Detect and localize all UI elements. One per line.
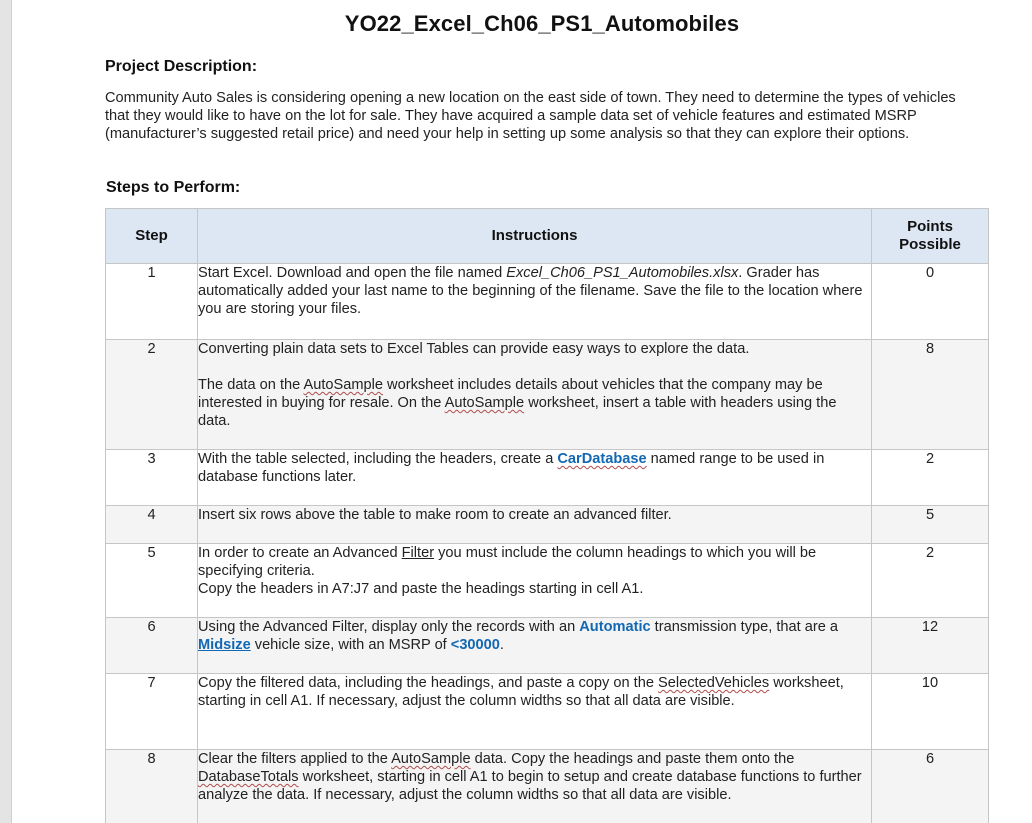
instruction-text-part: worksheet, starting in cell A1. If necessary, adjust the column widths so that all data are visible. bbox=[198, 675, 844, 709]
instruction-text-part: vehicle size, with an MSRP of bbox=[250, 637, 451, 653]
instruction-text-part: data. Copy the headings and paste them onto the bbox=[470, 751, 795, 767]
table-row bbox=[106, 674, 989, 750]
page-margin-bar bbox=[0, 0, 12, 823]
steps-heading: Steps to Perform: bbox=[106, 179, 241, 196]
criteria-value: <30000 bbox=[450, 637, 500, 653]
instruction-text bbox=[198, 450, 872, 506]
table-row bbox=[106, 264, 989, 340]
table-row bbox=[106, 506, 989, 544]
instruction-text-part: . Grader has automatically added your last name to the beginning of the filename. Save the file to the location where you are storing your files. bbox=[198, 265, 863, 317]
table-row bbox=[106, 340, 989, 450]
instruction-text: Insert six rows above the table to make room to create an advanced filter. bbox=[198, 506, 872, 544]
steps-table bbox=[105, 208, 989, 823]
step-number: 1 bbox=[106, 264, 198, 340]
instruction-text bbox=[198, 618, 872, 674]
step-number: 7 bbox=[106, 674, 198, 750]
worksheet-name: AutoSample bbox=[303, 377, 383, 393]
project-description-text: Community Auto Sales is considering opening a new location on the east side of town. They need to determine the types of vehicles that they would like to have on the lot for sale. They have acquired a sample data set of vehicle features and estimated MSRP (manufacturer’s suggested retail price) and need your help in setting up some analysis so that they can explore their options. bbox=[105, 90, 956, 142]
worksheet-name: SelectedVehicles bbox=[658, 675, 770, 691]
table-row bbox=[106, 450, 989, 506]
table-header-row bbox=[106, 209, 989, 264]
instruction-text bbox=[198, 340, 872, 450]
points-value: 2 bbox=[872, 450, 989, 506]
instruction-text bbox=[198, 544, 872, 618]
table-row bbox=[106, 544, 989, 618]
table-row bbox=[106, 750, 989, 823]
filter-term: Filter bbox=[401, 545, 435, 561]
instruction-text-part: Copy the filtered data, including the headings, and paste a copy on the bbox=[198, 675, 659, 691]
instruction-text-part: . bbox=[499, 637, 504, 653]
points-value: 10 bbox=[872, 674, 989, 750]
instruction-text-part: transmission type, that are a bbox=[650, 619, 838, 635]
points-header-label: Points Possible bbox=[899, 218, 961, 253]
points-value: 0 bbox=[872, 264, 989, 340]
points-column-header bbox=[872, 209, 989, 264]
instruction-text-part: With the table selected, including the headers, create a bbox=[198, 451, 558, 467]
instruction-text-part: named range to be used in database functions later. bbox=[198, 451, 825, 485]
instruction-text bbox=[198, 264, 872, 340]
step-number: 6 bbox=[106, 618, 198, 674]
step-number: 4 bbox=[106, 506, 198, 544]
step-number: 8 bbox=[106, 750, 198, 823]
instruction-text-part: worksheet, insert a table with headers using the data. bbox=[198, 395, 837, 429]
step-column-header: Step bbox=[106, 209, 198, 264]
points-value: 6 bbox=[872, 750, 989, 823]
instruction-text bbox=[198, 674, 872, 750]
table-row bbox=[106, 618, 989, 674]
points-value: 12 bbox=[872, 618, 989, 674]
instruction-paragraph: Converting plain data sets to Excel Tables can provide easy ways to explore the data. bbox=[198, 341, 750, 357]
instruction-paragraph: Copy the headers in A7:J7 and paste the headings starting in cell A1. bbox=[198, 581, 644, 597]
file-name: Excel_Ch06_PS1_Automobiles.xlsx bbox=[506, 265, 739, 281]
instruction-text-part: Using the Advanced Filter, display only the records with an bbox=[198, 619, 580, 635]
instruction-text-part: Clear the filters applied to the bbox=[198, 751, 392, 767]
instruction-paragraph bbox=[198, 376, 871, 430]
document-title: YO22_Excel_Ch06_PS1_Automobiles bbox=[344, 11, 740, 36]
instruction-text bbox=[198, 750, 872, 823]
instruction-text-part: you must include the column headings to which you will be specifying criteria. bbox=[198, 545, 817, 579]
points-value: 5 bbox=[872, 506, 989, 544]
points-value: 2 bbox=[872, 544, 989, 618]
worksheet-name: AutoSample bbox=[444, 395, 525, 411]
instruction-text-part: Start Excel. Download and open the file named bbox=[198, 265, 507, 281]
instruction-text-part: worksheet includes details about vehicles that the company may be interested in buying for resale. On the bbox=[198, 377, 823, 411]
step-number: 2 bbox=[106, 340, 198, 450]
points-value: 8 bbox=[872, 340, 989, 450]
criteria-value: Automatic bbox=[579, 619, 651, 635]
criteria-value: Midsize bbox=[198, 637, 251, 653]
range-name: CarDatabase bbox=[557, 451, 647, 467]
step-number: 5 bbox=[106, 544, 198, 618]
instruction-text-part: The data on the bbox=[198, 377, 304, 393]
project-description-heading: Project Description: bbox=[105, 58, 258, 75]
instruction-paragraph bbox=[198, 544, 871, 580]
instruction-text-part: worksheet, starting in cell A1 to begin to setup and create database functions to further analyze the data. If necessary, adjust the column widths so that all data are visible. bbox=[198, 769, 862, 803]
worksheet-name: DatabaseTotals bbox=[198, 769, 299, 785]
instruction-text-part: In order to create an Advanced bbox=[198, 545, 402, 561]
instructions-column-header: Instructions bbox=[198, 209, 872, 264]
step-number: 3 bbox=[106, 450, 198, 506]
worksheet-name: AutoSample bbox=[391, 751, 471, 767]
